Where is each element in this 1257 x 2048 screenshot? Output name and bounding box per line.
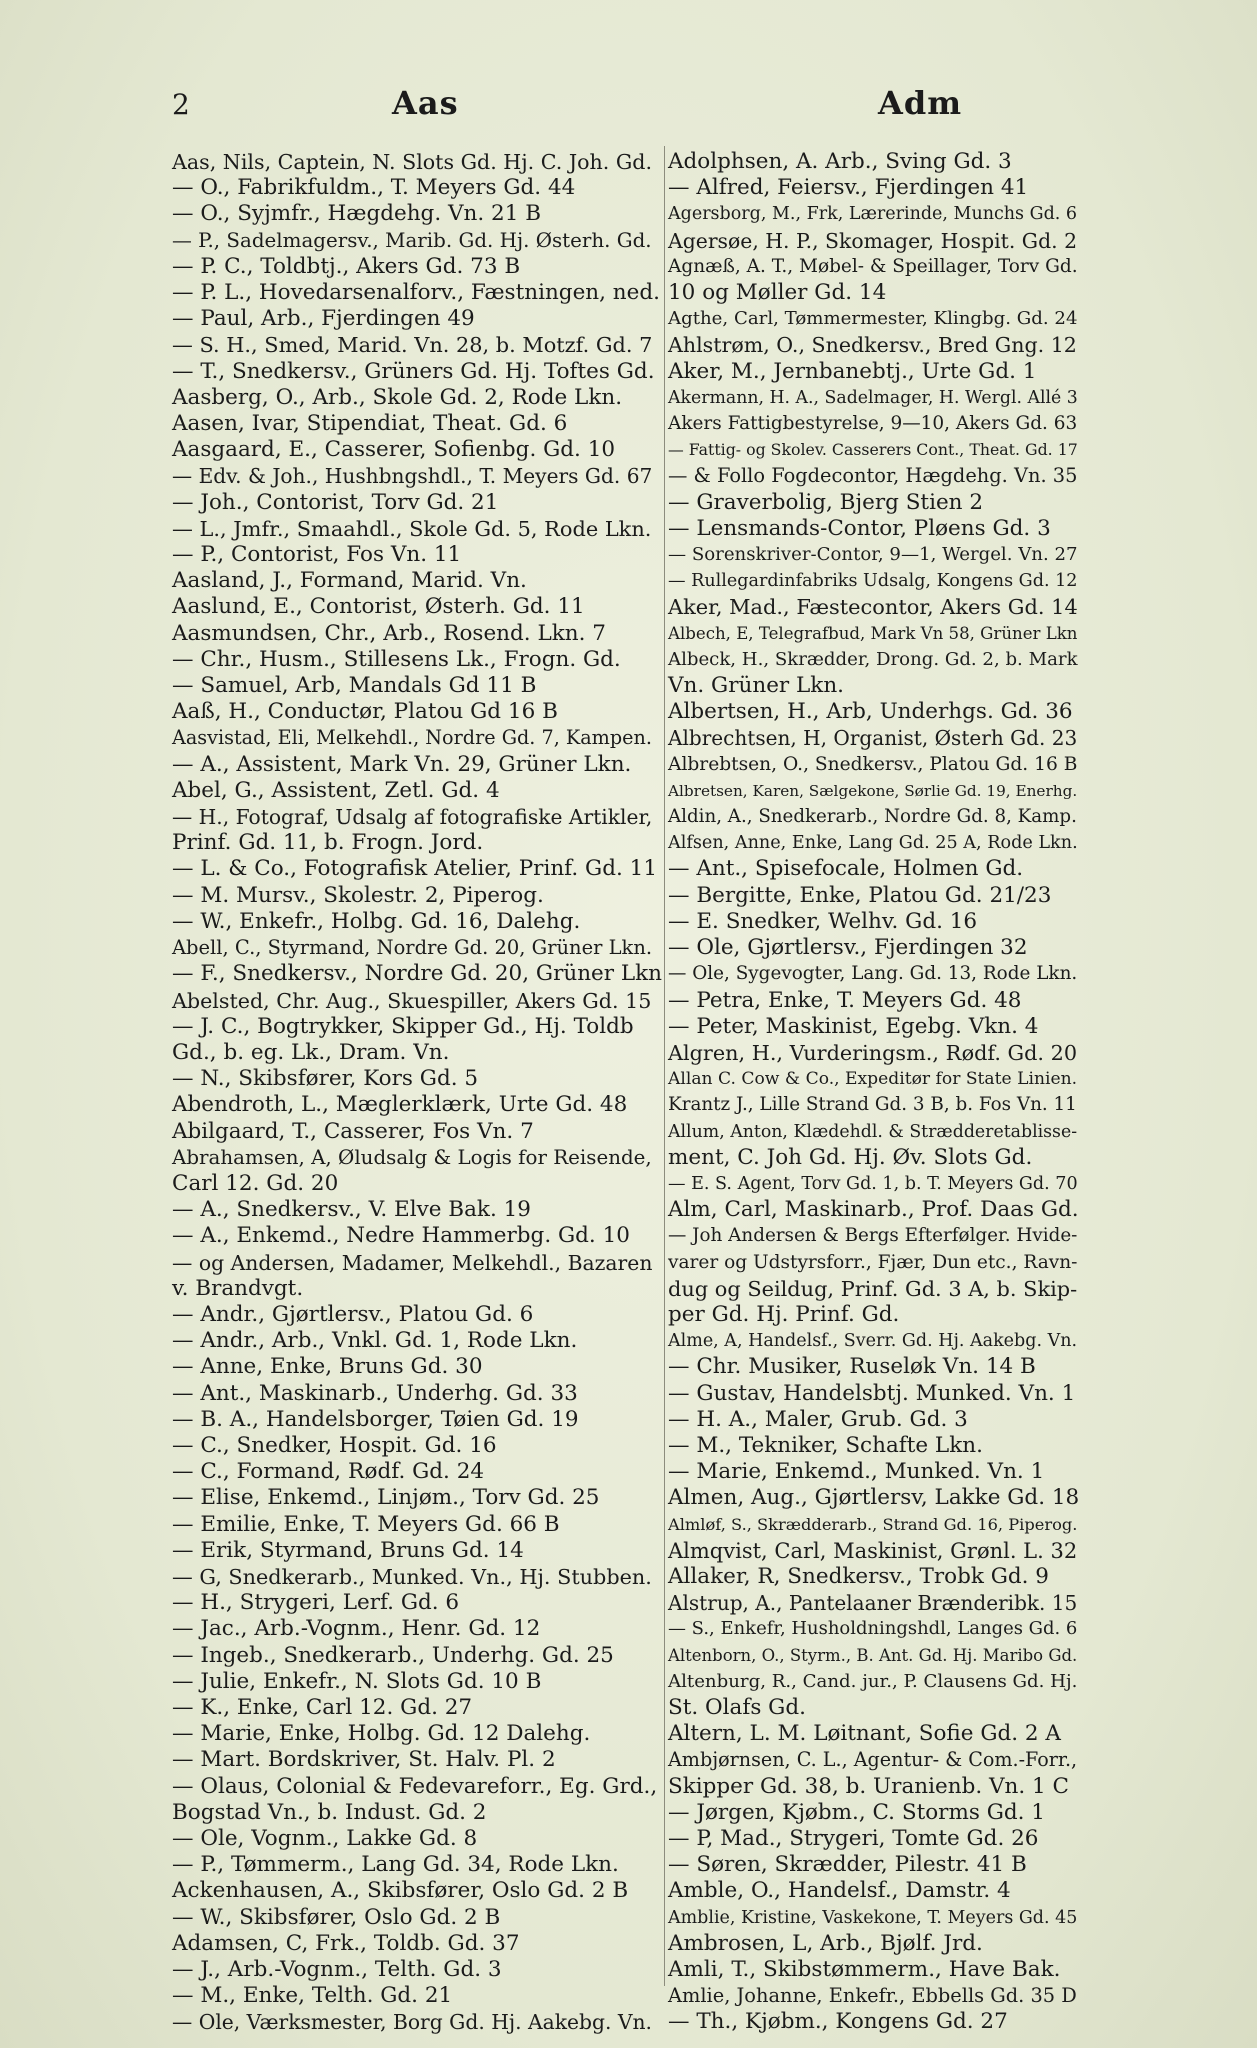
directory-entry: varer og Udstyrsforr., Fjær, Dun etc., Ravn- bbox=[668, 1251, 1078, 1273]
directory-entry: 10 og Møller Gd. 14 bbox=[668, 280, 887, 306]
directory-entry: — A., Snedkersv., V. Elve Bak. 19 bbox=[172, 1197, 531, 1223]
directory-entry: per Gd. Hj. Prinf. Gd. bbox=[668, 1301, 900, 1327]
directory-entry: Abilgaard, T., Casserer, Fos Vn. 7 bbox=[172, 1118, 534, 1144]
directory-entry: — Elise, Enkemd., Linjøm., Torv Gd. 25 bbox=[172, 1485, 600, 1511]
directory-entry: — Th., Kjøbm., Kongens Gd. 27 bbox=[668, 2009, 1008, 2035]
directory-entry: — Emilie, Enke, T. Meyers Gd. 66 B bbox=[172, 1511, 560, 1537]
directory-entry: — Lensmands-Contor, Pløens Gd. 3 bbox=[668, 515, 1051, 541]
directory-entry: — L., Jmfr., Smaahdl., Skole Gd. 5, Rode Lkn. bbox=[172, 516, 652, 541]
directory-entry: — Andr., Arb., Vnkl. Gd. 1, Rode Lkn. bbox=[172, 1328, 578, 1354]
directory-entry: — Ole, Værksmester, Borg Gd. Hj. Aakebg. Vn. bbox=[172, 2010, 652, 2035]
right-column bbox=[668, 149, 1086, 2035]
directory-entry: — G, Snedkerarb., Munked. Vn., Hj. Stubben. bbox=[172, 1564, 652, 1589]
directory-entry: Vn. Grüner Lkn. bbox=[668, 673, 845, 699]
directory-entry: — K., Enke, Carl 12. Gd. 27 bbox=[172, 1694, 473, 1720]
directory-entry: — S., Enkefr, Husholdningshdl, Langes Gd. 6 bbox=[668, 1618, 1078, 1640]
directory-entry: dug og Seildug, Prinf. Gd. 3 A, b. Skip- bbox=[668, 1276, 1078, 1301]
directory-entry: — Fattig- og Skolev. Casserers Cont., Theat. Gd. 17 bbox=[668, 440, 1078, 460]
directory-entry: Akers Fattigbestyrelse, 9—10, Akers Gd. 63 bbox=[668, 413, 1078, 435]
left-column bbox=[172, 149, 663, 2035]
page-number: 2 bbox=[172, 88, 190, 121]
directory-entry: Albrechtsen, H, Organist, Østerh Gd. 23 bbox=[668, 726, 1078, 751]
directory-entry: Abell, C., Styrmand, Nordre Gd. 20, Grüner Lkn. bbox=[172, 936, 653, 960]
directory-entry: Gd., b. eg. Lk., Dram. Vn. bbox=[172, 1039, 450, 1065]
directory-entry: Amli, T., Skibstømmerm., Have Bak. bbox=[668, 1957, 1061, 1983]
directory-entry: Aker, M., Jernbanebtj., Urte Gd. 1 bbox=[668, 358, 1037, 384]
directory-entry: — P., Tømmerm., Lang Gd. 34, Rode Lkn. bbox=[172, 1852, 619, 1878]
directory-entry: Adamsen, C, Frk., Toldb. Gd. 37 bbox=[172, 1930, 520, 1956]
directory-entry: Amble, O., Handelsf., Damstr. 4 bbox=[668, 1878, 1011, 1904]
directory-entry: — L. & Co., Fotografisk Atelier, Prinf. Gd. 11 bbox=[172, 856, 657, 882]
directory-entry: Agersøe, H. P., Skomager, Hospit. Gd. 2 bbox=[668, 228, 1078, 253]
directory-entry: Aaß, H., Conductør, Platou Gd 16 B bbox=[172, 699, 558, 725]
directory-entry: — Ant., Spisefocale, Holmen Gd. bbox=[668, 856, 1024, 882]
directory-entry: Aasmundsen, Chr., Arb., Rosend. Lkn. 7 bbox=[172, 620, 606, 646]
directory-entry: — P. L., Hovedarsenalforv., Fæstningen, ned. bbox=[172, 280, 660, 306]
directory-entry: — C., Snedker, Hospit. Gd. 16 bbox=[172, 1432, 497, 1458]
directory-entry: — Marie, Enke, Holbg. Gd. 12 Dalehg. bbox=[172, 1721, 591, 1747]
directory-entry: — Mart. Bordskriver, St. Halv. Pl. 2 bbox=[172, 1747, 556, 1773]
page-header bbox=[172, 84, 1085, 134]
directory-entry: — W., Skibsfører, Oslo Gd. 2 B bbox=[172, 1904, 501, 1930]
directory-entry: — E. Snedker, Welhv. Gd. 16 bbox=[668, 908, 978, 934]
directory-entry: Almqvist, Carl, Maskinist, Grønl. L. 32 bbox=[668, 1537, 1078, 1563]
directory-entry: — Gustav, Handelsbtj. Munked. Vn. 1 bbox=[668, 1380, 1076, 1406]
directory-entry: Prinf. Gd. 11, b. Frogn. Jord. bbox=[172, 830, 484, 856]
directory-entry: — Paul, Arb., Fjerdingen 49 bbox=[172, 306, 475, 332]
directory-entry: — M., Enke, Telth. Gd. 21 bbox=[172, 1983, 453, 2009]
directory-entry: ment, C. Joh Gd. Hj. Øv. Slots Gd. bbox=[668, 1144, 1033, 1170]
directory-entry: Aas, Nils, Captein, N. Slots Gd. Hj. C. Joh. Gd. bbox=[172, 150, 653, 174]
directory-entry: Krantz J., Lille Strand Gd. 3 B, b. Fos Vn. 11 bbox=[668, 1094, 1077, 1116]
directory-entry: — Chr. Musiker, Ruseløk Vn. 14 B bbox=[668, 1354, 1036, 1380]
directory-entry: — Erik, Styrmand, Bruns Gd. 14 bbox=[172, 1537, 524, 1563]
directory-entry: Abel, G., Assistent, Zetl. Gd. 4 bbox=[172, 777, 500, 803]
directory-entry: Skipper Gd. 38, b. Uranienb. Vn. 1 C bbox=[668, 1773, 1070, 1799]
directory-entry: — Ole, Sygevogter, Lang. Gd. 13, Rode Lkn. bbox=[668, 963, 1078, 985]
directory-entry: — T., Snedkersv., Grüners Gd. Hj. Toftes Gd. bbox=[172, 358, 655, 384]
directory-entry: — E. S. Agent, Torv Gd. 1, b. T. Meyers Gd. 70 bbox=[668, 1173, 1078, 1194]
directory-entry: — Ole, Vognm., Lakke Gd. 8 bbox=[172, 1826, 478, 1851]
guide-word-left: Aas bbox=[392, 84, 459, 122]
directory-entry: — Marie, Enkemd., Munked. Vn. 1 bbox=[668, 1459, 1045, 1485]
directory-entry: Agnæß, A. T., Møbel- & Speillager, Torv Gd. bbox=[668, 255, 1078, 277]
directory-entry: Almen, Aug., Gjørtlersv, Lakke Gd. 18 bbox=[668, 1485, 1080, 1511]
directory-entry: St. Olafs Gd. bbox=[668, 1694, 806, 1720]
directory-entry: — og Andersen, Madamer, Melkehdl., Bazaren bbox=[172, 1250, 653, 1275]
directory-entry: Alm, Carl, Maskinarb., Prof. Daas Gd. bbox=[668, 1197, 1079, 1223]
directory-entry: Alstrup, A., Pantelaaner Brænderibk. 15 bbox=[668, 1591, 1078, 1616]
directory-entry: Allum, Anton, Klædehdl. & Strædderetablisse- bbox=[668, 1121, 1078, 1142]
directory-entry: Aker, Mad., Fæstecontor, Akers Gd. 14 bbox=[668, 595, 1078, 620]
directory-entry: Alfsen, Anne, Enke, Lang Gd. 25 A, Rode Lkn. bbox=[668, 833, 1078, 854]
directory-entry: Albech, E, Telegrafbud, Mark Vn 58, Grüner Lkn bbox=[668, 623, 1078, 643]
guide-word-right: Adm bbox=[878, 84, 963, 122]
directory-entry: — Julie, Enkefr., N. Slots Gd. 10 B bbox=[172, 1668, 542, 1694]
directory-entry: — P. C., Toldbtj., Akers Gd. 73 B bbox=[172, 253, 521, 279]
directory-entry: Aasvistad, Eli, Melkehdl., Nordre Gd. 7, Kampen. bbox=[172, 726, 652, 750]
directory-entry: Abendroth, L., Mæglerklærk, Urte Gd. 48 bbox=[172, 1092, 628, 1118]
directory-entry: Ahlstrøm, O., Snedkersv., Bred Gng. 12 bbox=[668, 333, 1077, 358]
directory-entry: Amlie, Johanne, Enkefr., Ebbells Gd. 35 D bbox=[668, 1984, 1077, 2008]
directory-entry: — Alfred, Feiersv., Fjerdingen 41 bbox=[668, 175, 1029, 201]
directory-entry: Adolphsen, A. Arb., Sving Gd. 3 bbox=[668, 149, 1012, 174]
directory-entry: — Sorenskriver-Contor, 9—1, Wergel. Vn. 27 bbox=[668, 544, 1078, 566]
directory-entry: — M., Tekniker, Schafte Lkn. bbox=[668, 1432, 983, 1458]
directory-entry: — Jørgen, Kjøbm., C. Storms Gd. 1 bbox=[668, 1799, 1045, 1825]
directory-entry: — Joh Andersen & Bergs Efterfølger. Hvide- bbox=[668, 1225, 1078, 1247]
directory-entry: — O., Fabrikfuldm., T. Meyers Gd. 44 bbox=[172, 175, 576, 201]
directory-entry: — Rullegardinfabriks Udsalg, Kongens Gd. 12 bbox=[668, 571, 1078, 592]
directory-entry: v. Brandvgt. bbox=[172, 1275, 304, 1301]
directory-entry: — J., Arb.-Vognm., Telth. Gd. 3 bbox=[172, 1957, 502, 1983]
directory-entry: Agthe, Carl, Tømmermester, Klingbg. Gd. 24 bbox=[668, 308, 1078, 330]
directory-entry: — Peter, Maskinist, Egebg. Vkn. 4 bbox=[668, 1013, 1039, 1039]
directory-entry: Abelsted, Chr. Aug., Skuespiller, Akers Gd. 15 bbox=[172, 988, 652, 1013]
directory-entry: Albretsen, Karen, Sælgekone, Sørlie Gd. 19, Enerhg. bbox=[668, 781, 1078, 800]
directory-entry: Ackenhausen, A., Skibsfører, Oslo Gd. 2 B bbox=[172, 1878, 629, 1904]
directory-entry: Altern, L. M. Løitnant, Sofie Gd. 2 A bbox=[668, 1721, 1061, 1747]
directory-entry: — Chr., Husm., Stillesens Lk., Frogn. Gd. bbox=[172, 646, 621, 672]
directory-entry: Aasen, Ivar, Stipendiat, Theat. Gd. 6 bbox=[172, 411, 568, 437]
directory-entry: Carl 12. Gd. 20 bbox=[172, 1170, 339, 1196]
directory-entry: — & Follo Fogdecontor, Hægdehg. Vn. 35 bbox=[668, 464, 1078, 488]
directory-entry: — A., Enkemd., Nedre Hammerbg. Gd. 10 bbox=[172, 1223, 630, 1249]
directory-entry: Almløf, S., Skrædderarb., Strand Gd. 16, Piperog. bbox=[668, 1514, 1078, 1534]
directory-entry: Allaker, R, Snedkersv., Trobk Gd. 9 bbox=[668, 1563, 1049, 1589]
directory-entry: Ambjørnsen, C. L., Agentur- & Com.-Forr., bbox=[668, 1748, 1078, 1772]
directory-entry: — Petra, Enke, T. Meyers Gd. 48 bbox=[668, 987, 1022, 1013]
directory-entry: — P., Contorist, Fos Vn. 11 bbox=[172, 542, 462, 568]
directory-entry: Algren, H., Vurderingsm., Rødf. Gd. 20 bbox=[668, 1040, 1078, 1065]
directory-entry: — M. Mursv., Skolestr. 2, Piperog. bbox=[172, 882, 544, 908]
directory-entry: Bogstad Vn., b. Indust. Gd. 2 bbox=[172, 1799, 487, 1825]
directory-entry: Abrahamsen, A, Øludsalg & Logis for Reisende, bbox=[172, 1145, 652, 1169]
directory-entry: — H., Fotograf, Udsalg af fotografiske Artikler, bbox=[172, 805, 653, 830]
directory-entry: — Graverbolig, Bjerg Stien 2 bbox=[668, 489, 984, 515]
directory-entry: — A., Assistent, Mark Vn. 29, Grüner Lkn. bbox=[172, 751, 632, 777]
directory-entry: — C., Formand, Rødf. Gd. 24 bbox=[172, 1459, 485, 1485]
column-divider bbox=[664, 146, 665, 1986]
directory-entry: — Ant., Maskinarb., Underhg. Gd. 33 bbox=[172, 1380, 578, 1406]
directory-entry: — Joh., Contorist, Torv Gd. 21 bbox=[172, 489, 499, 515]
directory-entry: — Olaus, Colonial & Fedevareforr., Eg. Grd., bbox=[172, 1773, 658, 1799]
directory-entry: Alme, A, Handelsf., Sverr. Gd. Hj. Aakebg. Vn. bbox=[668, 1331, 1078, 1352]
directory-entry: Akermann, H. A., Sadelmager, H. Wergl. Allé 3 bbox=[668, 387, 1078, 408]
directory-entry: — S. H., Smed, Marid. Vn. 28, b. Motzf. Gd. 7 bbox=[172, 333, 653, 358]
directory-entry: Allan C. Cow & Co., Expeditør for State Linien. bbox=[668, 1069, 1078, 1090]
directory-entry: — W., Enkefr., Holbg. Gd. 16, Dalehg. bbox=[172, 908, 581, 934]
directory-entry: Altenburg, R., Cand. jur., P. Clausens Gd. Hj. bbox=[668, 1670, 1078, 1692]
directory-entry: Albrebtsen, O., Snedkersv., Platou Gd. 16 B bbox=[668, 753, 1078, 775]
directory-entry: Aasgaard, E., Casserer, Sofienbg. Gd. 10 bbox=[172, 437, 616, 463]
directory-entry: — Andr., Gjørtlersv., Platou Gd. 6 bbox=[172, 1301, 534, 1327]
directory-entry: Albeck, H., Skrædder, Drong. Gd. 2, b. Mark bbox=[668, 648, 1078, 670]
directory-entry: Altenborn, O., Styrm., B. Ant. Gd. Hj. Maribo Gd. bbox=[668, 1645, 1078, 1665]
directory-entry: Amblie, Kristine, Vaskekone, T. Meyers Gd. 45 bbox=[668, 1907, 1078, 1928]
directory-entry: — P, Mad., Strygeri, Tomte Gd. 26 bbox=[668, 1826, 1039, 1851]
directory-entry: — O., Syjmfr., Hægdehg. Vn. 21 B bbox=[172, 201, 542, 227]
directory-entry: Agersborg, M., Frk, Lærerinde, Munchs Gd. 6 bbox=[668, 204, 1078, 225]
directory-entry: Aaslund, E., Contorist, Østerh. Gd. 11 bbox=[172, 594, 585, 620]
directory-entry: — Samuel, Arb, Mandals Gd 11 B bbox=[172, 673, 537, 699]
directory-entry: — Ole, Gjørtlersv., Fjerdingen 32 bbox=[668, 935, 1028, 961]
directory-entry: Ambrosen, L, Arb., Bjølf. Jrd. bbox=[668, 1930, 983, 1956]
directory-entry: Aasland, J., Formand, Marid. Vn. bbox=[172, 568, 527, 594]
directory-entry: — P., Sadelmagersv., Marib. Gd. Hj. Østerh. Gd. bbox=[172, 228, 652, 252]
directory-entry: — Anne, Enke, Bruns Gd. 30 bbox=[172, 1354, 483, 1380]
directory-entry: — Ingeb., Snedkerarb., Underhg. Gd. 25 bbox=[172, 1642, 614, 1668]
directory-entry: — B. A., Handelsborger, Tøien Gd. 19 bbox=[172, 1406, 579, 1432]
directory-entry: — J. C., Bogtrykker, Skipper Gd., Hj. Toldb bbox=[172, 1013, 634, 1039]
directory-entry: — H., Strygeri, Lerf. Gd. 6 bbox=[172, 1590, 460, 1616]
directory-entry: — Edv. & Joh., Hushbngshdl., T. Meyers Gd. 67 bbox=[172, 464, 653, 489]
directory-entry: — Søren, Skrædder, Pilestr. 41 B bbox=[668, 1852, 1027, 1878]
directory-entry: — Jac., Arb.-Vognm., Henr. Gd. 12 bbox=[172, 1616, 541, 1642]
directory-entry: — F., Snedkersv., Nordre Gd. 20, Grüner Lkn bbox=[172, 961, 663, 987]
directory-entry: — N., Skibsfører, Kors Gd. 5 bbox=[172, 1066, 479, 1092]
directory-entry: Aldin, A., Snedkerarb., Nordre Gd. 8, Kamp. bbox=[668, 806, 1077, 828]
directory-entry: Albertsen, H., Arb, Underhgs. Gd. 36 bbox=[668, 699, 1073, 725]
directory-entry: — H. A., Maler, Grub. Gd. 3 bbox=[668, 1406, 968, 1432]
directory-entry: Aasberg, O., Arb., Skole Gd. 2, Rode Lkn. bbox=[172, 384, 623, 410]
directory-entry: — Bergitte, Enke, Platou Gd. 21/23 bbox=[668, 882, 1052, 908]
